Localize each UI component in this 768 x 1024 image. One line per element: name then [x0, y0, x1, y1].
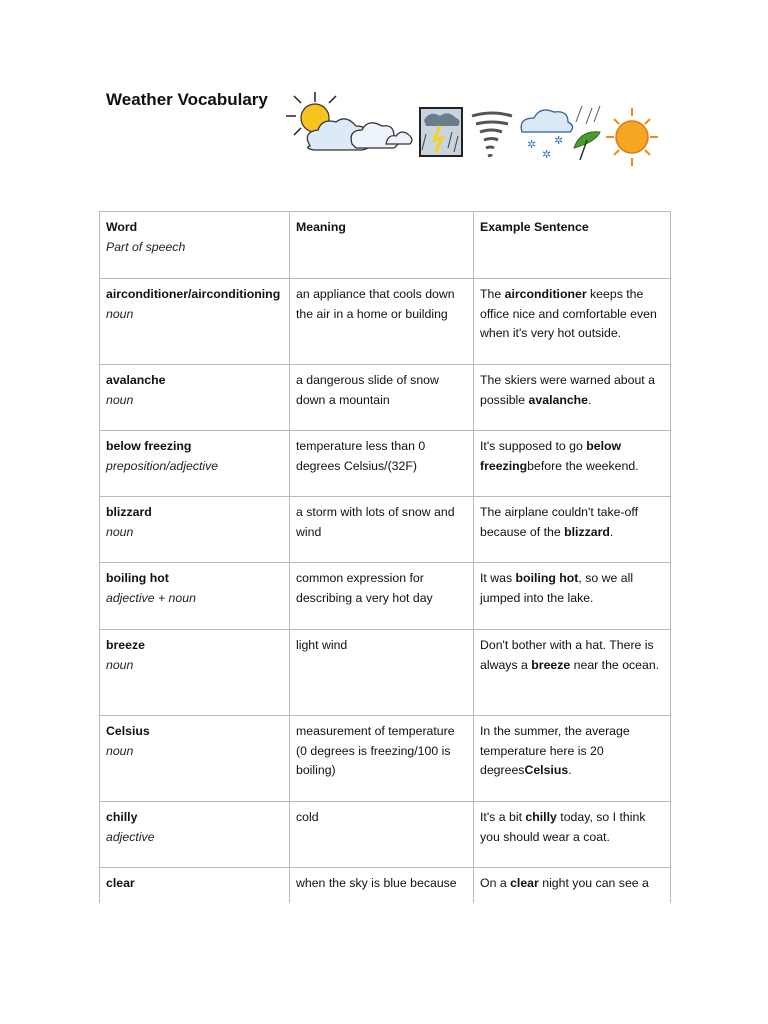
snow-cloud-icon [521, 110, 572, 161]
word: clear [106, 876, 135, 890]
sun-behind-cloud-icon [286, 92, 412, 150]
table-header-row [100, 212, 671, 279]
table-row [100, 868, 671, 904]
example-sentence: On a clear night you can see a [480, 876, 649, 890]
word: chilly [106, 810, 138, 824]
meaning: common expression for describing a very hot day [296, 571, 433, 605]
table-row [100, 279, 671, 365]
word: below freezing [106, 439, 192, 453]
example-sentence: In the summer, the average temperature here is 20 degreesCelsius. [480, 724, 630, 778]
table-row [100, 431, 671, 497]
header-meaning: Meaning [296, 220, 346, 234]
example-sentence: The skiers were warned about a possible avalanche. [480, 373, 655, 407]
meaning: when the sky is blue because [296, 876, 457, 890]
example-sentence: Don't bother with a hat. There is always a breeze near the ocean. [480, 638, 660, 672]
example-sentence: It's supposed to go below freezingbefore the weekend. [480, 439, 639, 473]
vocabulary-table [99, 211, 671, 903]
table-row [100, 630, 671, 716]
weather-clipart [282, 86, 662, 166]
part-of-speech: noun [106, 306, 134, 321]
example-sentence: The airplane couldn't take-off because of the blizzard. [480, 505, 638, 539]
header-word-cell [100, 212, 290, 279]
table-row [100, 716, 671, 802]
part-of-speech: adjective + noun [106, 590, 196, 605]
table-row [100, 802, 671, 868]
example-sentence: The airconditioner keeps the office nice and comfortable even when it's very hot outside. [480, 287, 657, 341]
table-row [100, 365, 671, 431]
table-row [100, 497, 671, 563]
part-of-speech: noun [106, 392, 134, 407]
svg-text:✲: ✲ [542, 148, 552, 161]
word: Celsius [106, 724, 150, 738]
meaning: cold [296, 810, 319, 824]
page-title: Weather Vocabulary [106, 90, 268, 109]
svg-text:✲: ✲ [554, 134, 564, 147]
word: boiling hot [106, 571, 169, 585]
example-sentence: It's a bit chilly today, so I think you should wear a coat. [480, 810, 646, 844]
header-meaning-cell [290, 212, 474, 279]
meaning: light wind [296, 638, 348, 652]
meaning: a dangerous slide of snow down a mountain [296, 373, 439, 407]
tornado-icon [472, 113, 512, 156]
part-of-speech: noun [106, 657, 134, 672]
part-of-speech: noun [106, 743, 134, 758]
part-of-speech: noun [106, 524, 134, 539]
meaning: measurement of temperature (0 degrees is freezing/100 is boiling) [296, 724, 455, 778]
part-of-speech: preposition/adjective [106, 458, 219, 473]
word: breeze [106, 638, 145, 652]
meaning: temperature less than 0 degrees Celsius/(32F) [296, 439, 426, 473]
svg-text:✲: ✲ [527, 138, 537, 151]
word: blizzard [106, 505, 152, 519]
meaning: a storm with lots of snow and wind [296, 505, 455, 539]
rain-umbrella-icon [574, 106, 600, 160]
storm-icon [420, 108, 462, 156]
sun-icon [606, 108, 658, 166]
header-part-of-speech: Part of speech [106, 239, 186, 254]
part-of-speech: adjective [106, 829, 155, 844]
table-row [100, 563, 671, 630]
header-example-cell [474, 212, 671, 279]
meaning: an appliance that cools down the air in a home or building [296, 287, 455, 321]
example-sentence: It was boiling hot, so we all jumped into the lake. [480, 571, 634, 605]
word: airconditioner/airconditioning [106, 287, 281, 301]
word: avalanche [106, 373, 166, 387]
header-example: Example Sentence [480, 220, 589, 234]
header-word: Word [106, 220, 138, 234]
